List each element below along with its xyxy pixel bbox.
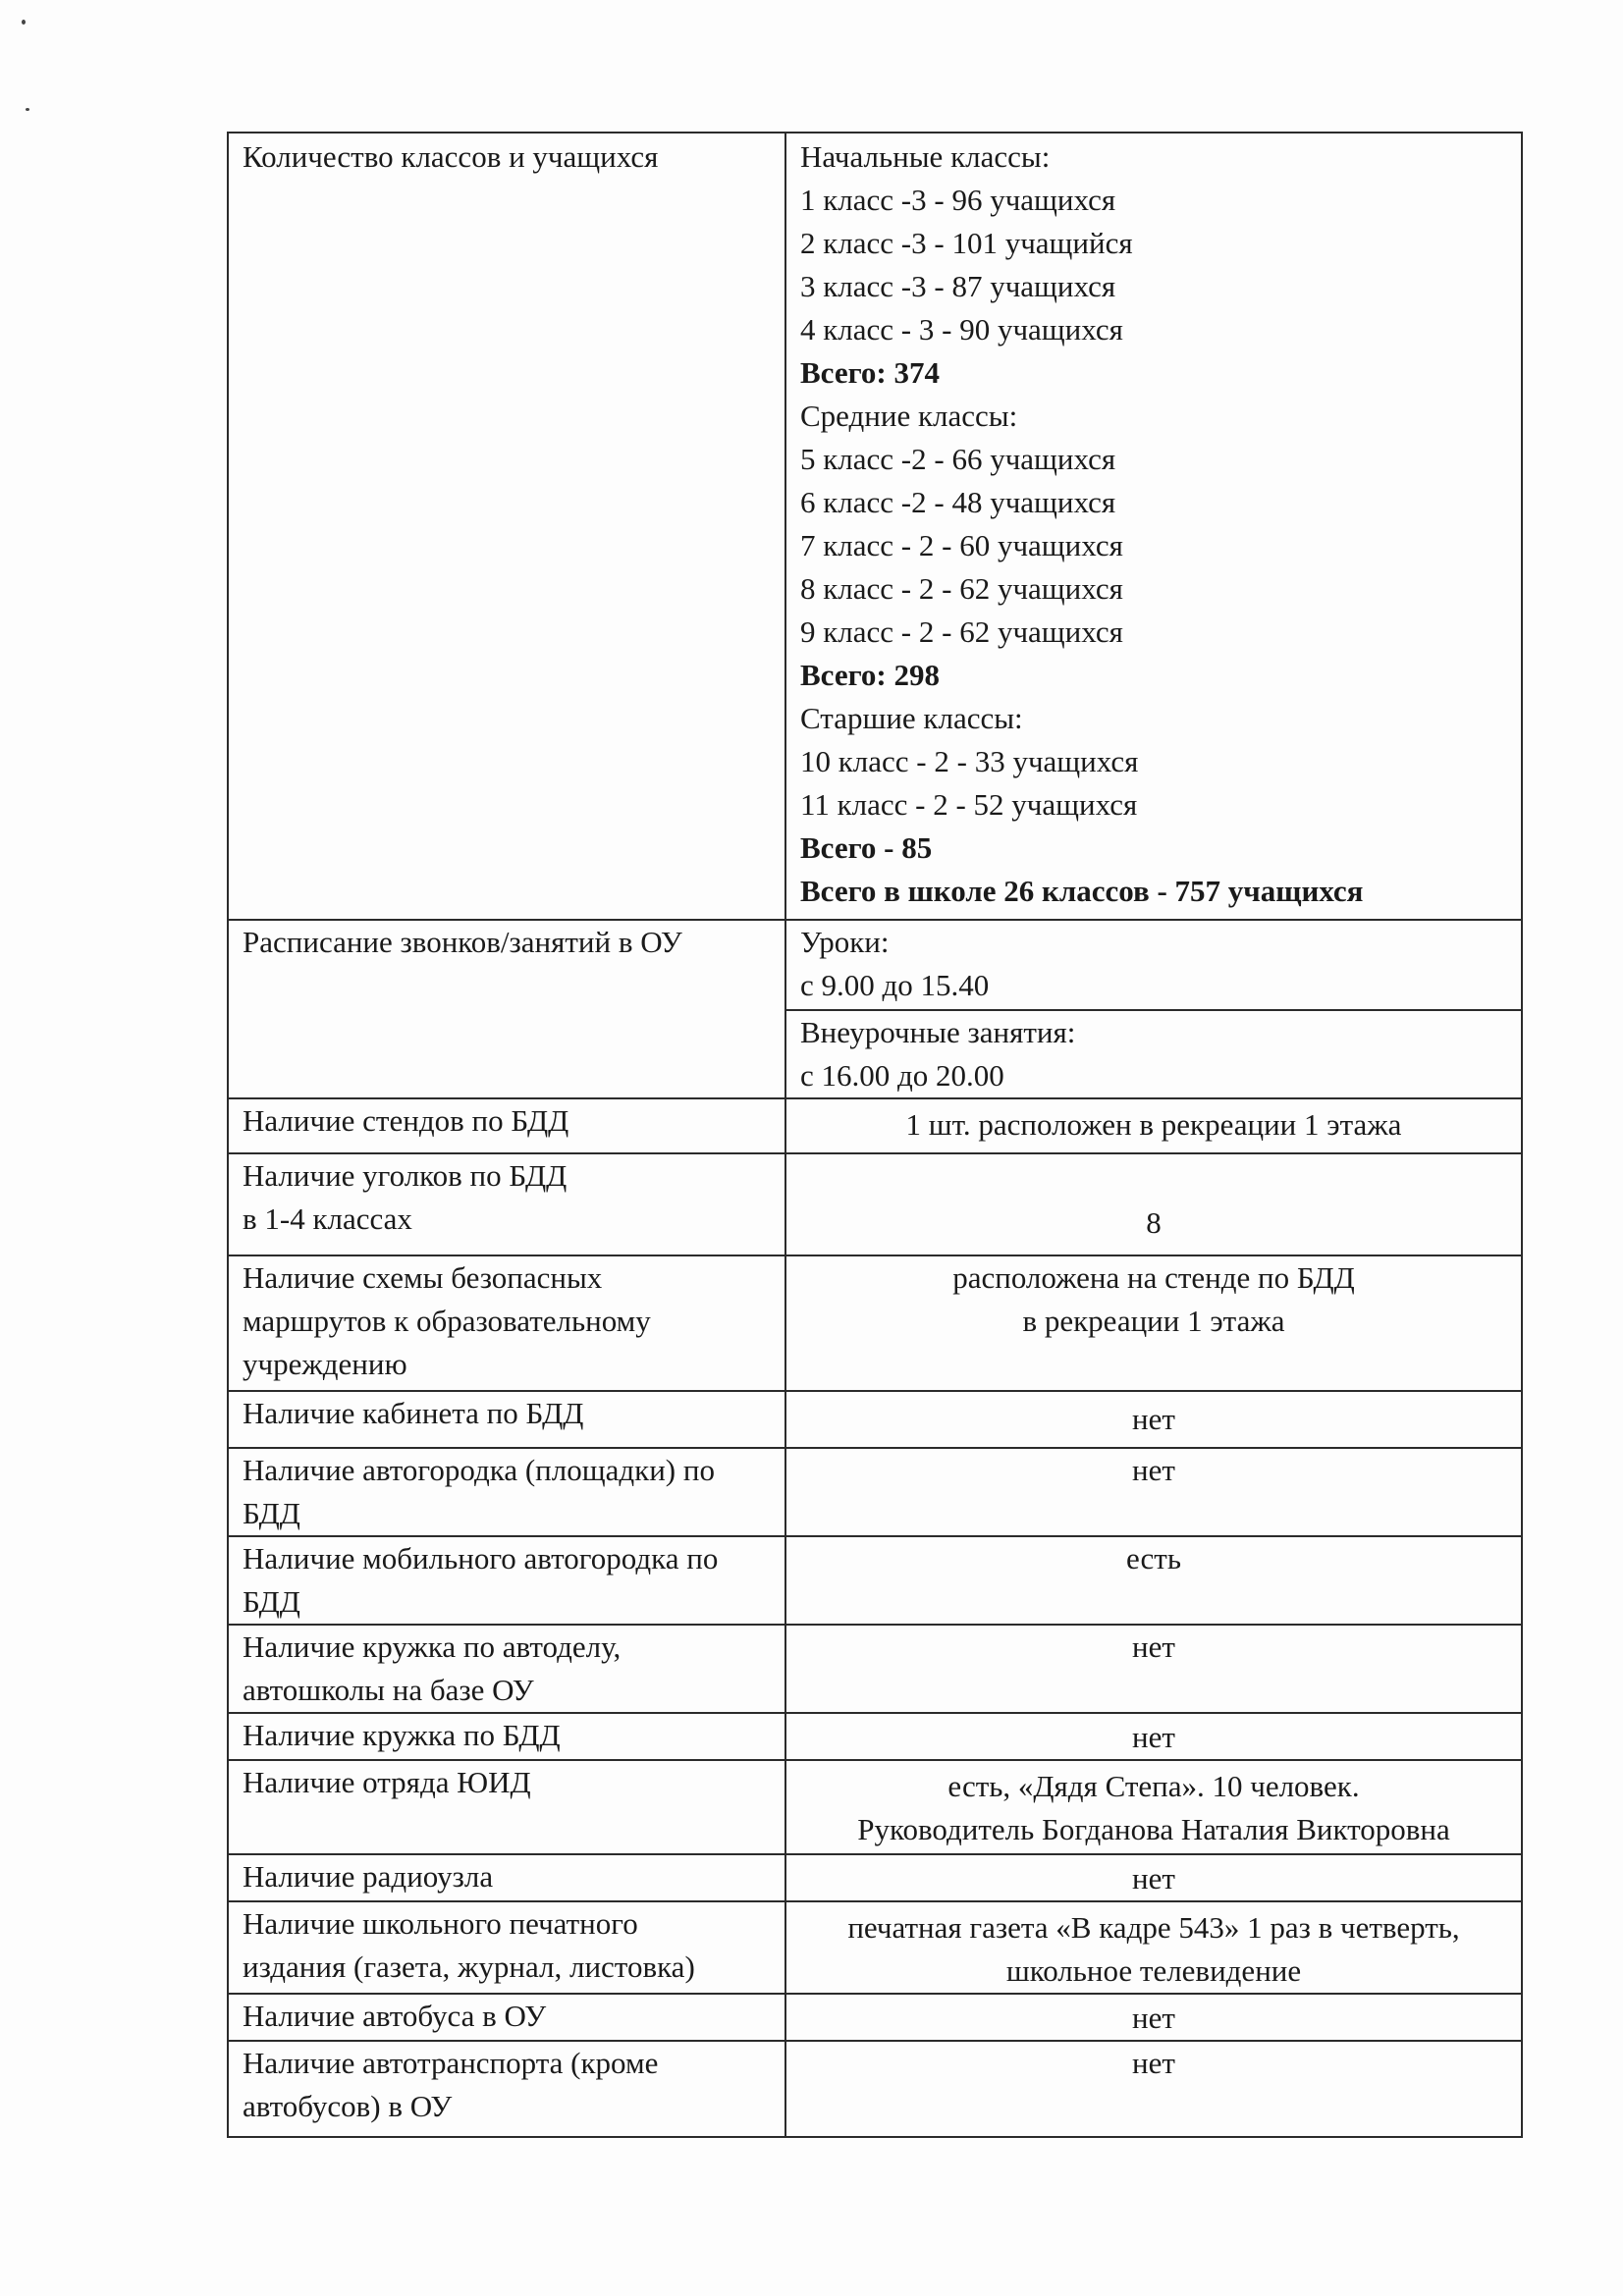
- middle-total: Всего: 298: [800, 658, 940, 692]
- table-row: [228, 1391, 1522, 1448]
- scheme-label-line: маршрутов к образовательному: [243, 1304, 651, 1338]
- scheme-value: [785, 1255, 1522, 1391]
- scheme-label-line: Наличие схемы безопасных: [243, 1260, 603, 1295]
- bus-value: [785, 1994, 1522, 2041]
- table-row: [228, 1713, 1522, 1760]
- classes-value: [785, 133, 1522, 920]
- mobile-autotown-label-line: Наличие мобильного автогородка по: [243, 1541, 719, 1575]
- auto-club-label-line: автошколы на базе ОУ: [243, 1673, 534, 1707]
- table-row: [228, 1536, 1522, 1625]
- bdd-club-value: [785, 1713, 1522, 1760]
- table-row: [228, 1098, 1522, 1153]
- vehicles-value-text: нет: [1132, 2046, 1175, 2080]
- mobile-autotown-value: [785, 1536, 1522, 1625]
- class-line: 4 класс - 3 - 90 учащихся: [800, 312, 1123, 347]
- corners-label-line: в 1-4 классах: [243, 1201, 412, 1236]
- autotown-value: [785, 1448, 1522, 1536]
- bdd-club-value-text: нет: [1132, 1720, 1175, 1754]
- table-row: [228, 1153, 1522, 1255]
- print-label-line: издания (газета, журнал, листовка): [243, 1949, 695, 1984]
- vehicles-value: [785, 2041, 1522, 2137]
- lessons-header: Уроки:: [800, 925, 890, 959]
- primary-total: Всего: 374: [800, 355, 940, 390]
- stands-label: Наличие стендов по БДД: [243, 1103, 569, 1138]
- radio-value-text: нет: [1132, 1861, 1175, 1896]
- schedule-label: Расписание звонков/занятий в ОУ: [243, 925, 682, 959]
- table-row: [228, 1448, 1522, 1536]
- lessons-value: [785, 920, 1522, 1010]
- row-label: [228, 1994, 785, 2041]
- class-line: 10 класс - 2 - 33 учащихся: [800, 744, 1139, 778]
- cabinet-label: Наличие кабинета по БДД: [243, 1396, 584, 1430]
- cabinet-value-text: нет: [1132, 1402, 1175, 1436]
- yuid-value-line: Руководитель Богданова Наталия Викторовна: [857, 1812, 1450, 1846]
- classes-label: Количество классов и учащихся: [243, 139, 659, 174]
- stands-value: [785, 1098, 1522, 1153]
- middle-header: Средние классы:: [800, 399, 1018, 433]
- yuid-label: Наличие отряда ЮИД: [243, 1765, 531, 1799]
- autotown-value-text: нет: [1132, 1453, 1175, 1487]
- table-row: [228, 133, 1522, 920]
- print-value-line: школьное телевидение: [1005, 1953, 1302, 1988]
- vehicles-label-line: автобусов) в ОУ: [243, 2089, 453, 2123]
- row-label: [228, 1713, 785, 1760]
- row-label: [228, 1760, 785, 1854]
- class-line: 3 класс -3 - 87 учащихся: [800, 269, 1116, 303]
- row-label: [228, 1098, 785, 1153]
- class-line: 5 класс -2 - 66 учащихся: [800, 442, 1116, 476]
- yuid-value: [785, 1760, 1522, 1854]
- row-label: [228, 1536, 785, 1625]
- table-row: [228, 1994, 1522, 2041]
- bus-label: Наличие автобуса в ОУ: [243, 1999, 547, 2033]
- extra-value: [785, 1010, 1522, 1098]
- mobile-autotown-label-line: БДД: [243, 1584, 300, 1619]
- class-line: 11 класс - 2 - 52 учащихся: [800, 787, 1138, 822]
- class-line: 2 класс -3 - 101 учащийся: [800, 226, 1133, 260]
- corners-value-text: 8: [1146, 1205, 1162, 1240]
- auto-club-value: [785, 1625, 1522, 1713]
- print-value-line: печатная газета «В кадре 543» 1 раз в четверть,: [847, 1910, 1460, 1945]
- mobile-autotown-value-text: есть: [1126, 1541, 1181, 1575]
- senior-header: Старшие классы:: [800, 701, 1023, 735]
- print-value: [785, 1901, 1522, 1994]
- yuid-value-line: есть, «Дядя Степа». 10 человек.: [947, 1769, 1360, 1803]
- extra-header: Внеурочные занятия:: [800, 1015, 1076, 1049]
- scan-speck: [22, 20, 26, 25]
- row-label: [228, 920, 785, 1098]
- row-label: [228, 1854, 785, 1901]
- scan-speck: [26, 108, 29, 111]
- print-label-line: Наличие школьного печатного: [243, 1906, 638, 1941]
- row-label: [228, 1448, 785, 1536]
- lessons-time: с 9.00 до 15.40: [800, 968, 990, 1002]
- row-label: [228, 1901, 785, 1994]
- senior-total: Всего - 85: [800, 830, 933, 865]
- bus-value-text: нет: [1132, 2001, 1175, 2035]
- radio-value: [785, 1854, 1522, 1901]
- table-row: [228, 1854, 1522, 1901]
- row-label: [228, 133, 785, 920]
- autotown-label-line: БДД: [243, 1496, 300, 1530]
- class-line: 1 класс -3 - 96 учащихся: [800, 183, 1116, 217]
- row-label: [228, 1255, 785, 1391]
- bdd-club-label: Наличие кружка по БДД: [243, 1718, 561, 1752]
- row-label: [228, 2041, 785, 2137]
- scheme-value-line: в рекреации 1 этажа: [1022, 1304, 1285, 1338]
- table-row: [228, 1625, 1522, 1713]
- auto-club-label-line: Наличие кружка по автоделу,: [243, 1629, 622, 1664]
- row-label: [228, 1153, 785, 1255]
- radio-label: Наличие радиоузла: [243, 1859, 494, 1894]
- corners-value: [785, 1153, 1522, 1255]
- extra-time: с 16.00 до 20.00: [800, 1058, 1004, 1093]
- table-row: [228, 920, 1522, 1010]
- vehicles-label-line: Наличие автотранспорта (кроме: [243, 2046, 659, 2080]
- school-info-table: [227, 132, 1523, 2138]
- scheme-label-line: учреждению: [243, 1347, 407, 1381]
- class-line: 9 класс - 2 - 62 учащихся: [800, 614, 1123, 649]
- table-row: [228, 1760, 1522, 1854]
- autotown-label-line: Наличие автогородка (площадки) по: [243, 1453, 715, 1487]
- class-line: 6 класс -2 - 48 учащихся: [800, 485, 1116, 519]
- table-row: [228, 1255, 1522, 1391]
- corners-label-line: Наличие уголков по БДД: [243, 1158, 568, 1193]
- class-line: 7 класс - 2 - 60 учащихся: [800, 528, 1123, 562]
- school-total: Всего в школе 26 классов - 757 учащихся: [800, 874, 1364, 908]
- class-line: 8 класс - 2 - 62 учащихся: [800, 571, 1123, 606]
- cabinet-value: [785, 1391, 1522, 1448]
- table-row: [228, 1901, 1522, 1994]
- row-label: [228, 1625, 785, 1713]
- row-label: [228, 1391, 785, 1448]
- table-row: [228, 2041, 1522, 2137]
- stands-value-text: 1 шт. расположен в рекреации 1 этажа: [905, 1107, 1402, 1142]
- scheme-value-line: расположена на стенде по БДД: [952, 1260, 1355, 1295]
- auto-club-value-text: нет: [1132, 1629, 1175, 1664]
- primary-header: Начальные классы:: [800, 139, 1051, 174]
